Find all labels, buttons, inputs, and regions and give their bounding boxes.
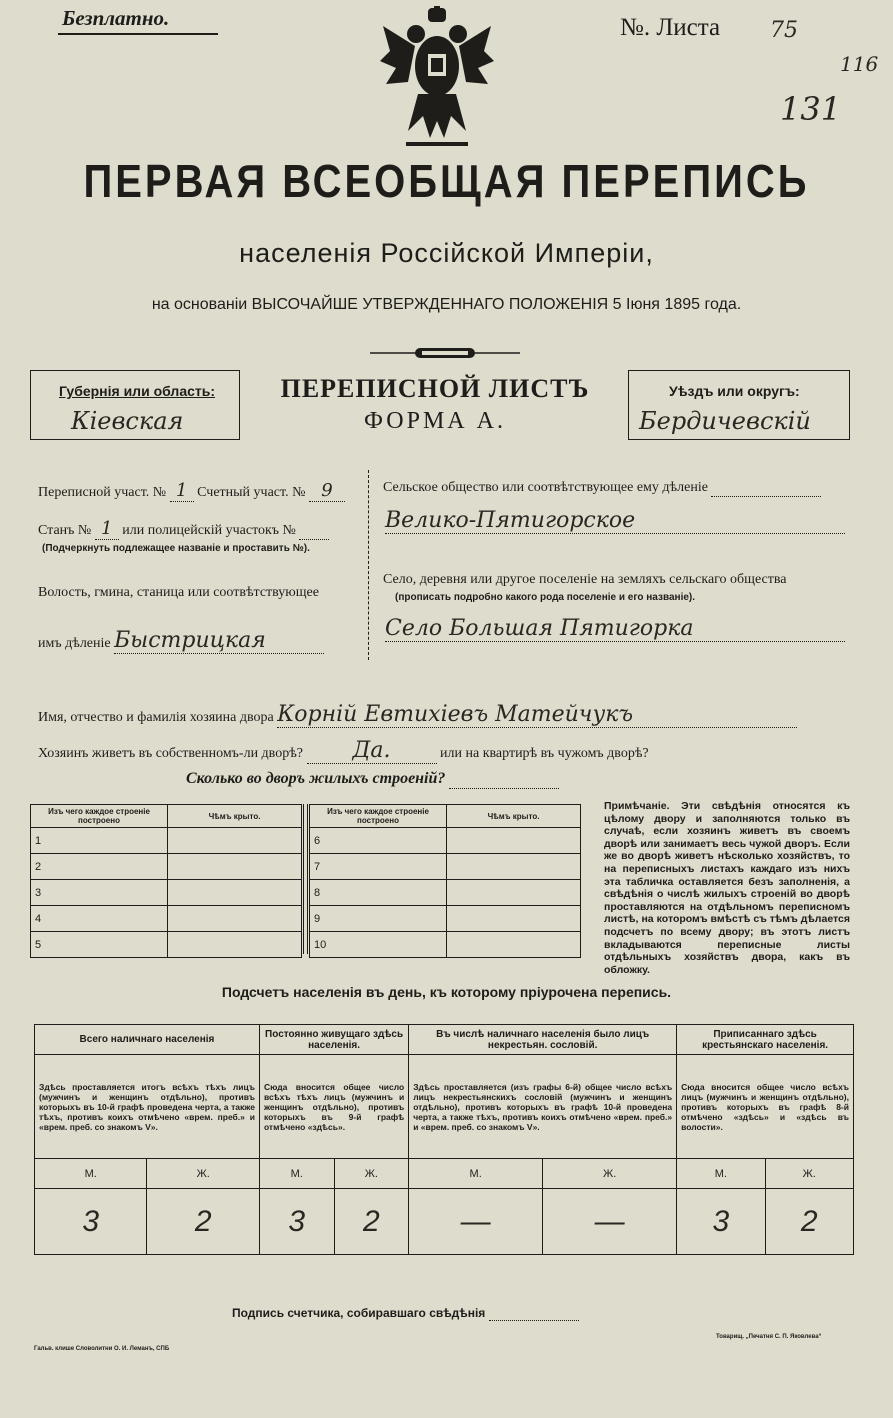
- buildings-question: Сколько во дворъ жилыхъ строеній?: [186, 770, 446, 787]
- non-peasant-male-value: —: [409, 1189, 543, 1255]
- volost-field: [38, 628, 324, 654]
- col-built-header: Изъ чего каждое строеніе построено: [310, 805, 447, 828]
- district-label: Уѣздъ или округъ:: [669, 383, 800, 399]
- male-header: М.: [35, 1159, 147, 1189]
- signature-field: [232, 1306, 579, 1321]
- row-number: 6: [310, 828, 447, 854]
- village-note: (прописать подробно какого рода поселеніе и его названіе).: [395, 592, 696, 603]
- female-header: Ж.: [147, 1159, 259, 1189]
- male-header: М.: [677, 1159, 765, 1189]
- col4-header: Приписаннаго здѣсь крестьянскаго населенія.: [677, 1025, 854, 1055]
- col-roof-header: Чѣмъ крыто.: [168, 805, 302, 828]
- col4-description: Сюда вносится общее число всѣхъ лицъ (мужчинъ и женщинъ отдѣльно), противъ которыхъ въ графѣ 8-й отмѣчено «здѣсь» и «здѣсь въ волости».: [677, 1055, 854, 1159]
- society-field: [383, 480, 821, 497]
- row-number: 10: [310, 932, 447, 958]
- note-title: Примѣчаніе.: [604, 800, 670, 812]
- province-box: [30, 370, 240, 440]
- form-title: ПЕРЕПИСНОЙ ЛИСТЪ: [280, 374, 590, 403]
- divider: [368, 470, 369, 660]
- col1-description: Здѣсь проставляется итогъ всѣхъ тѣхъ лицъ (мужчинъ и женщинъ отдѣльно), противъ которыхъ въ 10-й графѣ проведена черта, а также тѣхъ, противъ коихъ отмѣчено «врем. преб.» и «врем. преб. со знакомъ V».: [35, 1055, 260, 1159]
- footer-left-print: Гальв. клише Словолитни О. И. Леманъ, СПБ: [34, 1346, 170, 1352]
- volost-label: Волость, гмина, станица или соотвѣтствующее: [38, 585, 319, 600]
- buildings-note: [604, 800, 850, 976]
- row-number: 1: [31, 828, 168, 854]
- census-section-label: Переписной участ. №: [38, 485, 167, 500]
- society-label: Сельское общество или соотвѣтствующее ему дѣленіе: [383, 480, 708, 495]
- underline-note: (Подчеркнуть подлежащее названіе и проставить №).: [42, 543, 310, 554]
- buildings-table-left: [30, 804, 302, 958]
- society-value: Велико-Пятигорское: [385, 508, 845, 534]
- volost-label-2: имъ дѣленіе: [38, 636, 111, 651]
- owner-name-value: Корній Евтихіевъ Матейчукъ: [277, 702, 797, 728]
- note-text: Эти свѣдѣнія относятся къ цѣлому двору и заполняются только въ случаѣ, если хозяинъ живетъ въ своемъ дворѣ или занимаетъ весь чужой дворъ. Если же во дворѣ живетъ нѣсколько хозяйствъ, то на переписныхъ листахъ каждаго изъ нихъ эта табличка оставляется безъ заполненія, а свѣдѣнія о числѣ жилыхъ строеній во дворѣ проставляются на отдѣльномъ переписномъ листѣ, на которомъ вмѣстѣ съ тѣмъ дѣлается подсчетъ по всему двору; въ этотъ листъ вкладываются переписные листы отдѣльныхъ хозяйствъ двора, какъ въ обложку.: [604, 800, 850, 976]
- form-title-block: [255, 374, 615, 435]
- stan-label: Станъ №: [38, 523, 92, 538]
- volost-value: Быстрицкая: [114, 628, 324, 654]
- female-header: Ж.: [334, 1159, 409, 1189]
- col3-description: Здѣсь проставляется (изъ графы 6-й) общее число всѣхъ лицъ некрестьянскихъ сословій (мужчинъ и женщинъ отдѣльно), противъ которыхъ въ графѣ 10-й проведена черта, а также тѣхъ, противъ коихъ отмѣчено «врем. преб.» и «врем. преб. со знакомъ V».: [409, 1055, 677, 1159]
- stan-field: [38, 518, 329, 540]
- peasant-male-value: 3: [677, 1189, 765, 1255]
- counting-section-value: 9: [309, 480, 345, 502]
- village-value: Село Большая Пятигорка: [385, 616, 845, 642]
- population-table: [34, 1024, 854, 1255]
- village-label: Село, деревня или другое поселеніе на земляхъ сельскаго общества: [383, 572, 787, 587]
- col-roof-header: Чѣмъ крыто.: [447, 805, 581, 828]
- counting-section-label: Счетный участ. №: [197, 485, 306, 500]
- total-female-value: 2: [147, 1189, 259, 1255]
- col1-header: Всего наличнаго населенія: [35, 1025, 260, 1055]
- population-title: Подсчетъ населенія въ день, къ которому пріурочена перепись.: [221, 984, 672, 1000]
- permanent-male-value: 3: [259, 1189, 334, 1255]
- handwritten-sheet-number: 116: [840, 52, 879, 76]
- signature-label: Подпись счетчика, собиравшаго свѣдѣнія: [232, 1306, 486, 1320]
- divider: [58, 33, 218, 35]
- province-value: Кіевская: [71, 407, 184, 435]
- sheet-number-label: №. Листа: [620, 14, 721, 41]
- stan-value: 1: [95, 518, 119, 540]
- row-number: 5: [31, 932, 168, 958]
- row-number: 7: [310, 854, 447, 880]
- owner-name-label: Имя, отчество и фамилія хозяина двора: [38, 710, 274, 725]
- row-number: 8: [310, 880, 447, 906]
- own-yard-field: [38, 738, 649, 764]
- handwritten-sheet-number: 75: [770, 18, 798, 43]
- regulation-line: на основаніи ВЫСОЧАЙШЕ УТВЕРЖДЕННАГО ПОЛОЖЕНІЯ 5 Іюня 1895 года.: [151, 296, 742, 313]
- own-yard-label: Хозяинъ живетъ въ собственномъ-ли дворѣ?: [38, 746, 304, 761]
- female-header: Ж.: [543, 1159, 677, 1189]
- row-number: 3: [31, 880, 168, 906]
- district-value: Бердичевскій: [639, 407, 811, 435]
- page-subtitle: населенія Россійской Имперіи,: [239, 238, 654, 268]
- permanent-female-value: 2: [334, 1189, 409, 1255]
- male-header: М.: [409, 1159, 543, 1189]
- peasant-female-value: 2: [765, 1189, 853, 1255]
- col2-description: Сюда вносится общее число всѣхъ тѣхъ лицъ (мужчинъ и женщинъ отдѣльно), противъ которыхъ въ 9-й графѣ отмѣчено «здѣсь».: [259, 1055, 408, 1159]
- district-box: [628, 370, 850, 440]
- total-male-value: 3: [35, 1189, 147, 1255]
- free-label: Безплатно.: [62, 6, 170, 30]
- apartment-label: или на квартирѣ въ чужомъ дворѣ?: [440, 746, 649, 761]
- buildings-table-right: [309, 804, 581, 958]
- census-section-field: [38, 480, 345, 502]
- col2-header: Постоянно живущаго здѣсь населенія.: [259, 1025, 408, 1055]
- col3-header: Въ числѣ наличнаго населенія было лицъ некрестьян. сословій.: [409, 1025, 677, 1055]
- ornament-divider: [370, 345, 520, 361]
- footer-right-print: Товарищ. „Печатня С. П. Яковлева“: [716, 1334, 822, 1340]
- row-number: 2: [31, 854, 168, 880]
- row-number: 4: [31, 906, 168, 932]
- own-yard-value: Да.: [307, 738, 437, 764]
- page-title: ПЕРВАЯ ВСЕОБЩАЯ ПЕРЕПИСЬ: [83, 156, 810, 208]
- province-label: Губернія или область:: [59, 383, 216, 399]
- male-header: М.: [259, 1159, 334, 1189]
- handwritten-sheet-number: 131: [780, 90, 842, 128]
- divider: [303, 804, 308, 954]
- buildings-question-field: [186, 770, 559, 789]
- row-number: 9: [310, 906, 447, 932]
- female-header: Ж.: [765, 1159, 853, 1189]
- form-subtitle: ФОРМА А.: [364, 408, 506, 434]
- census-section-value: 1: [170, 480, 194, 502]
- police-label: или полицейскій участокъ №: [122, 523, 296, 538]
- double-headed-eagle-icon: [378, 6, 496, 148]
- owner-name-field: [38, 702, 797, 728]
- col-built-header: Изъ чего каждое строеніе построено: [31, 805, 168, 828]
- non-peasant-female-value: —: [543, 1189, 677, 1255]
